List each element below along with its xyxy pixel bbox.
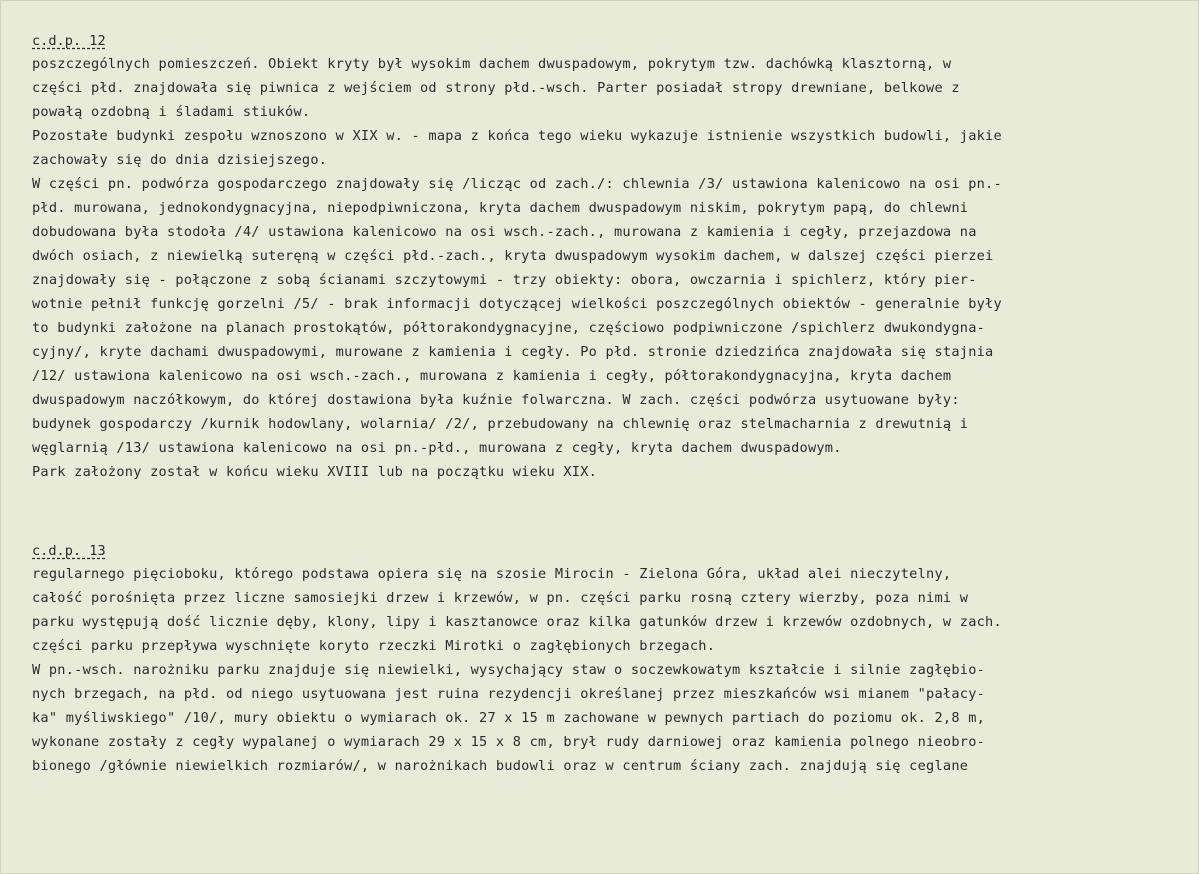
text-line: dwóch osiach, z niewielką suteręną w części płd.-zach., kryta dwuspadowym wysokim dachem, w dalszej części pierzei (32, 248, 994, 264)
text-line: Park założony został w końcu wieku XVIII lub na początku wieku XIX. (32, 464, 598, 480)
text-line: całość porośnięta przez liczne samosiejki drzew i krzewów, w pn. części parku rosną cztery wierzby, poza nimi w (32, 590, 969, 606)
text-line: nych brzegach, na płd. od niego usytuowana jest ruina rezydencji określanej przez mieszkańców wsi mianem "pałacy- (32, 686, 986, 702)
section-heading: c.d.p. 12 (32, 33, 106, 49)
text-line: części parku przepływa wyschnięte koryto rzeczki Mirotki o zagłębionych brzegach. (32, 638, 716, 654)
text-line: regularnego pięcioboku, którego podstawa opiera się na szosie Mirocin - Zielona Góra, układ alei nieczytelny, (32, 566, 952, 582)
text-line: wykonane zostały z cegły wypalanej o wymiarach 29 x 15 x 8 cm, brył rudy darniowej oraz kamienia polnego nieobro- (32, 734, 986, 750)
section-body (32, 562, 1192, 778)
text-line: budynek gospodarczy /kurnik hodowlany, wolarnia/ /2/, przebudowany na chlewnię oraz stelmacharnia z drewutnią i (32, 416, 969, 432)
text-line: poszczególnych pomieszczeń. Obiekt kryty był wysokim dachem dwuspadowym, pokrytym tzw. dachówką klasztorną, w (32, 56, 952, 72)
text-line: ka" myśliwskiego" /10/, mury obiektu o wymiarach ok. 27 x 15 m zachowane w pewnych partiach do poziomu ok. 2,8 m, (32, 710, 986, 726)
text-line: W pn.-wsch. narożniku parku znajduje się niewielki, wysychający staw o soczewkowatym kształcie i silnie zagłębio- (32, 662, 986, 678)
text-line: znajdowały się - połączone z sobą ścianami szczytowymi - trzy obiekty: obora, owczarnia i spichlerz, który pier- (32, 272, 977, 288)
section-cdp-12 (32, 30, 1192, 484)
section-cdp-13 (32, 540, 1192, 778)
text-line: węglarnią /13/ ustawiona kalenicowo na osi pn.-płd., murowana z cegły, kryta dachem dwuspadowym. (32, 440, 842, 456)
text-line: cyjny/, kryte dachami dwuspadowymi, murowane z kamienia i cegły. Po płd. stronie dziedzińca znajdowała się stajnia (32, 344, 994, 360)
text-line: dwuspadowym naczółkowym, do której dostawiona była kuźnie folwarczna. W zach. części podwórza usytuowane były: (32, 392, 960, 408)
text-line: zachowały się do dnia dzisiejszego. (32, 152, 328, 168)
text-line: części płd. znajdowała się piwnica z wejściem od strony płd.-wsch. Parter posiadał stropy drewniane, belkowe z (32, 80, 960, 96)
section-heading: c.d.p. 13 (32, 543, 106, 559)
text-line: /12/ ustawiona kalenicowo na osi wsch.-zach., murowana z kamienia i cegły, półtorakondygnacyjna, kryta dachem (32, 368, 952, 384)
text-line: to budynki założone na planach prostokątów, półtorakondygnacyjne, częściowo podpiwniczone /spichlerz dwukondygna- (32, 320, 986, 336)
section-body (32, 52, 1192, 484)
text-line: dobudowana była stodoła /4/ ustawiona kalenicowo na osi wsch.-zach., murowana z kamienia i cegły, przejazdowa na (32, 224, 977, 240)
text-line: W części pn. podwórza gospodarczego znajdowały się /licząc od zach./: chlewnia /3/ ustawiona kalenicowo na osi pn.- (32, 176, 1002, 192)
text-line: płd. murowana, jednokondygnacyjna, niepodpiwniczona, kryta dachem dwuspadowym niskim, pokrytym papą, do chlewni (32, 200, 969, 216)
text-line: Pozostałe budynki zespołu wznoszono w XIX w. - mapa z końca tego wieku wykazuje istnienie wszystkich budowli, jakie (32, 128, 1002, 144)
text-line: powałą ozdobną i śladami stiuków. (32, 104, 311, 120)
text-line: bionego /głównie niewielkich rozmiarów/, w narożnikach budowli oraz w centrum ściany zach. znajdują się ceglane (32, 758, 969, 774)
text-line: wotnie pełnił funkcję gorzelni /5/ - brak informacji dotyczącej wielkości poszczególnych obiektów - generalnie były (32, 296, 1002, 312)
text-line: parku występują dość licznie dęby, klony, lipy i kasztanowce oraz kilka gatunków drzew i krzewów ozdobnych, w zach. (32, 614, 1002, 630)
